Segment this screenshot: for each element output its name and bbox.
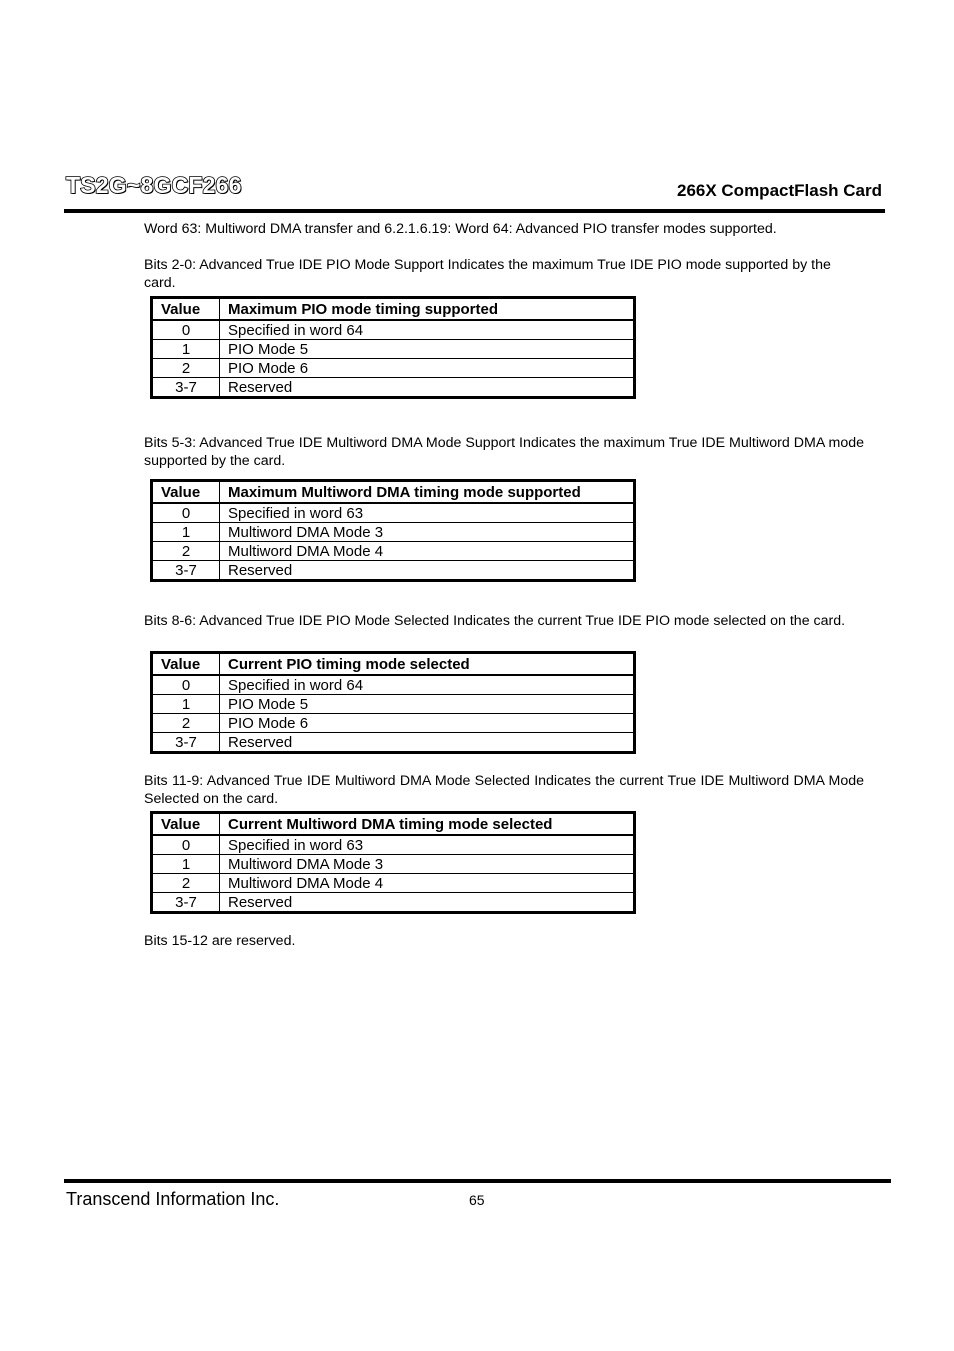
cell-description: Reserved <box>220 893 635 913</box>
cell-description: PIO Mode 6 <box>220 359 635 378</box>
table-row <box>152 893 635 913</box>
table-row <box>152 359 635 378</box>
cell-description: PIO Mode 5 <box>220 695 635 714</box>
cell-description: Multiword DMA Mode 3 <box>220 855 635 874</box>
header-rule <box>64 209 885 213</box>
table-header-row <box>152 481 635 504</box>
table-header-row <box>152 813 635 836</box>
table-row <box>152 340 635 359</box>
product-title: TS2G~8GCF266 <box>66 172 242 198</box>
pio-support-table <box>150 296 636 399</box>
product-subtitle: 266X CompactFlash Card <box>676 181 882 200</box>
column-header-value: Value <box>152 813 220 836</box>
closing-paragraph: Bits 15-12 are reserved. <box>144 933 296 949</box>
cell-value: 0 <box>152 835 220 855</box>
cell-description: Reserved <box>220 561 635 581</box>
table-row <box>152 378 635 398</box>
cell-value: 1 <box>152 695 220 714</box>
dma-selected-table <box>150 811 636 914</box>
section-3-text: Bits 8-6: Advanced True IDE PIO Mode Selected Indicates the current True IDE PIO mode selected on the card. <box>144 613 846 629</box>
cell-value: 1 <box>152 523 220 542</box>
cell-description: Multiword DMA Mode 4 <box>220 542 635 561</box>
cell-value: 2 <box>152 359 220 378</box>
table-row <box>152 835 635 855</box>
table-header-row <box>152 653 635 676</box>
pio-selected-table <box>150 651 636 754</box>
column-header-value: Value <box>152 481 220 504</box>
cell-value: 1 <box>152 855 220 874</box>
dma-support-table <box>150 479 636 582</box>
cell-value: 0 <box>152 503 220 523</box>
page-number: 65 <box>469 1192 485 1208</box>
cell-description: Specified in word 63 <box>220 835 635 855</box>
table-header-row <box>152 298 635 321</box>
intro-paragraph: Word 63: Multiword DMA transfer and 6.2.1.6.19: Word 64: Advanced PIO transfer modes supported. <box>144 221 777 237</box>
cell-description: Specified in word 64 <box>220 675 635 695</box>
cell-description: Multiword DMA Mode 4 <box>220 874 635 893</box>
cell-value: 3-7 <box>152 893 220 913</box>
table-row <box>152 855 635 874</box>
column-header-description: Maximum Multiword DMA timing mode supported <box>220 481 635 504</box>
cell-description: Reserved <box>220 378 635 398</box>
table-row <box>152 561 635 581</box>
table-row <box>152 503 635 523</box>
section-1-text: Bits 2-0: Advanced True IDE PIO Mode Support Indicates the maximum True IDE PIO mode supported by the card. <box>144 257 831 291</box>
cell-value: 2 <box>152 874 220 893</box>
table-row <box>152 733 635 753</box>
column-header-value: Value <box>152 653 220 676</box>
cell-value: 3-7 <box>152 733 220 753</box>
column-header-description: Maximum PIO mode timing supported <box>220 298 635 321</box>
cell-value: 2 <box>152 714 220 733</box>
table-row <box>152 542 635 561</box>
cell-value: 0 <box>152 320 220 340</box>
section-4-text: Bits 11-9: Advanced True IDE Multiword DMA Mode Selected Indicates the current True IDE Multiword DMA Mode Selected on the card. <box>144 773 864 807</box>
cell-description: Reserved <box>220 733 635 753</box>
footer-company: Transcend Information Inc. <box>66 1189 280 1209</box>
table-row <box>152 714 635 733</box>
cell-value: 1 <box>152 340 220 359</box>
table-row <box>152 320 635 340</box>
section-2-text: Bits 5-3: Advanced True IDE Multiword DMA Mode Support Indicates the maximum True IDE Multiword DMA mode supported by the card. <box>144 435 864 469</box>
cell-value: 2 <box>152 542 220 561</box>
footer-rule <box>64 1179 891 1183</box>
table-row <box>152 675 635 695</box>
table-row <box>152 695 635 714</box>
cell-value: 0 <box>152 675 220 695</box>
cell-description: PIO Mode 5 <box>220 340 635 359</box>
cell-description: Specified in word 64 <box>220 320 635 340</box>
cell-description: Multiword DMA Mode 3 <box>220 523 635 542</box>
table-row <box>152 523 635 542</box>
table-row <box>152 874 635 893</box>
cell-description: PIO Mode 6 <box>220 714 635 733</box>
cell-description: Specified in word 63 <box>220 503 635 523</box>
cell-value: 3-7 <box>152 378 220 398</box>
cell-value: 3-7 <box>152 561 220 581</box>
column-header-value: Value <box>152 298 220 321</box>
column-header-description: Current PIO timing mode selected <box>220 653 635 676</box>
column-header-description: Current Multiword DMA timing mode selected <box>220 813 635 836</box>
